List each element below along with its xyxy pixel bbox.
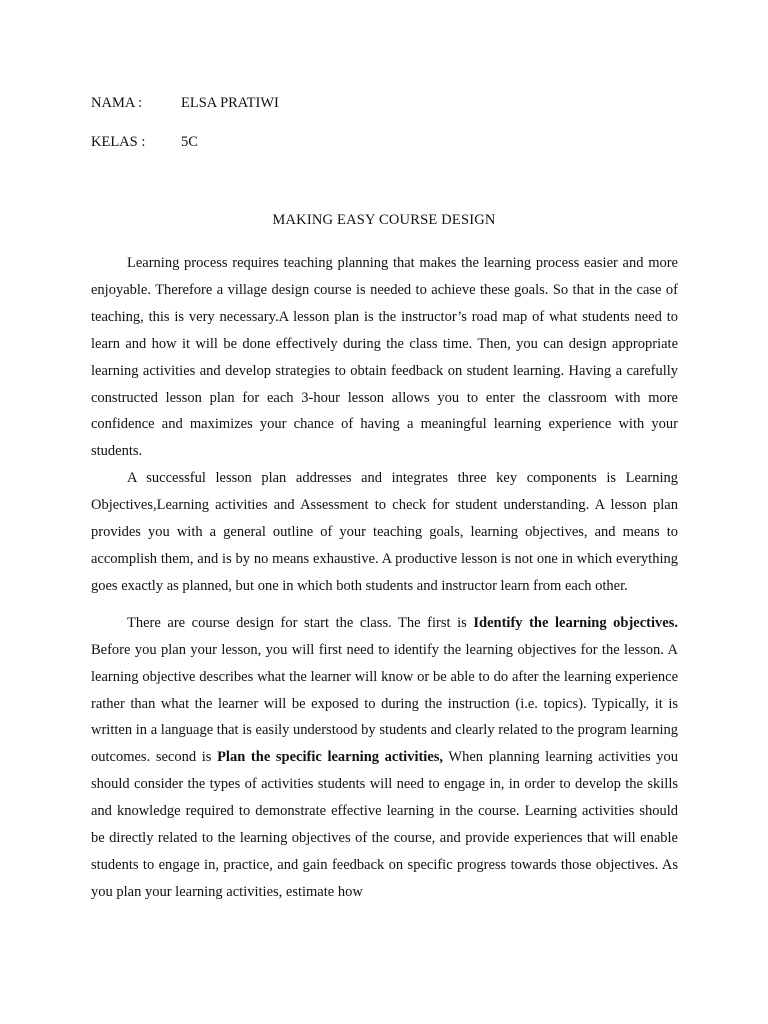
student-name-row — [91, 94, 279, 112]
document-title: MAKING EASY COURSE DESIGN — [272, 212, 496, 228]
paragraph-1: Learning process requires teaching planning that makes the learning process easier and more enjoyable. Therefore a village design course is needed to achieve these goals. So that in the case of teaching, this is very necessary.A lesson plan is the instructor’s road map of what students need to learn and how it will be done effectively during the class time. Then, you can design appropriate learning activities and develop strategies to obtain feedback on student learning. Having a carefully constructed lesson plan for each 3-hour lesson allows you to enter the classroom with more confidence and maximizes your chance of having a meaningful learning experience with your students. — [91, 255, 678, 460]
paragraph-3-text-e: When planning learning activities you should consider the types of activities students will need to engage in, in order to develop the skills and knowledge required to demonstrate effective learning in the course. Learning activities should be directly related to the learning objectives of the course, and provide experiences that will enable students to engage in, practice, and gain feedback on specific progress towards those objectives. As you plan your learning activities, estimate how — [91, 749, 678, 900]
name-value: ELSA PRATIWI — [181, 95, 279, 111]
class-label: KELAS : — [91, 134, 146, 150]
document-body — [91, 250, 678, 906]
paragraph-3-text-c: Before you plan your lesson, you will first need to identify the learning objectives for the lesson. A learning objective describes what the learner will know or be able to do after the learning experience rather than what the learner will be exposed to during the instruction (i.e. topics). Typically, it is written in a language that is easily understood by students and clearly related to the program learning outcomes. second is — [91, 641, 678, 766]
name-label: NAMA : — [91, 95, 143, 111]
student-class-row — [91, 133, 198, 151]
paragraph-2: A successful lesson plan addresses and integrates three key components is Learning Objectives,Learning activities and Assessment to check for student understanding. A lesson plan provides you with a general outline of your teaching goals, learning objectives, and means to accomplish them, and is by no means exhaustive. A productive lesson is not one in which everything goes exactly as planned, but one in which both students and instructor learn from each other. — [91, 470, 678, 594]
class-value: 5C — [181, 134, 198, 150]
bold-phrase-plan-activities: Plan the specific learning activities, — [217, 749, 444, 766]
paragraph-3 — [91, 610, 678, 906]
paragraph-3-text-a: There are course design for start the class. The first is — [127, 614, 474, 631]
bold-phrase-identify-objectives: Identify the learning objectives. — [473, 614, 678, 631]
